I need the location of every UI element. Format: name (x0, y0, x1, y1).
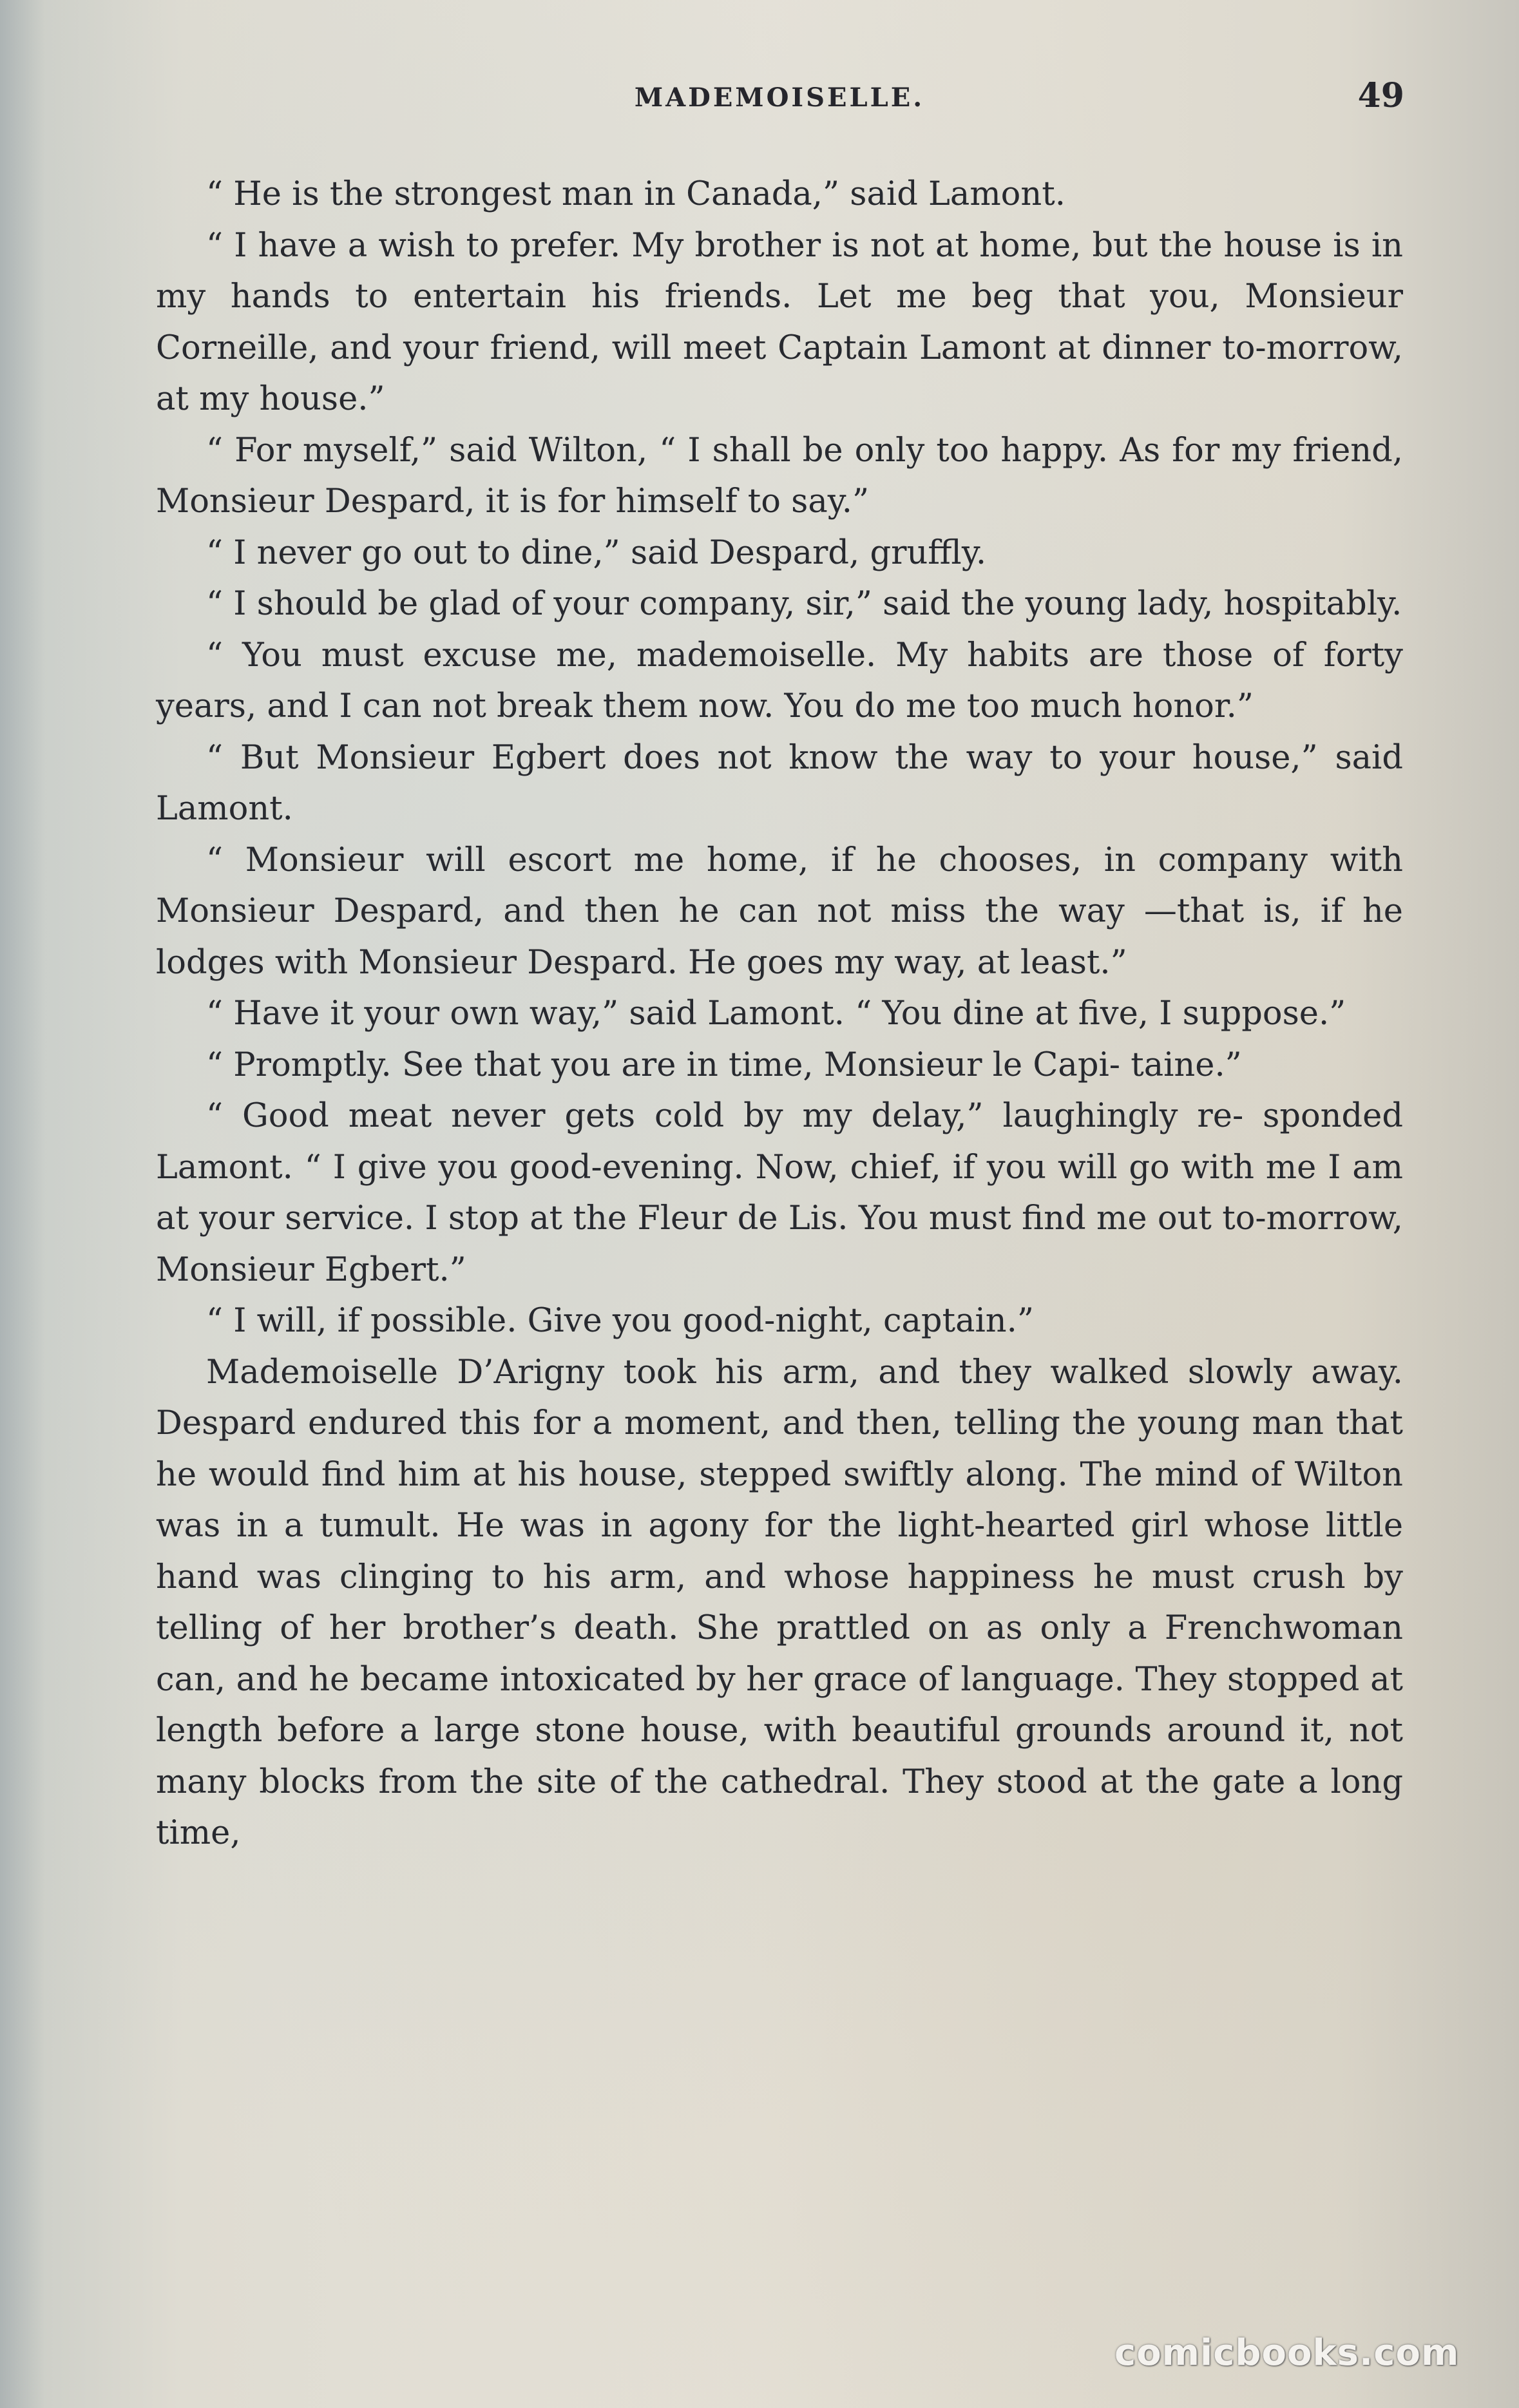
body-text (156, 169, 1403, 1859)
page-header (155, 76, 1404, 128)
paragraph: “ I will, if possible. Give you good-night, captain.” (206, 1302, 1034, 1340)
running-title: MADEMOISELLE. (634, 82, 925, 113)
paragraph: “ I should be glad of your company, sir,” said the young lady, hospitably. (206, 585, 1402, 623)
paragraph: “ But Monsieur Egbert does not know the way to your house,” said Lamont. (156, 738, 1403, 828)
paragraph: “ Promptly. See that you are in time, Monsieur le Capi- taine.” (206, 1046, 1242, 1084)
watermark: comicbooks.com (1114, 2332, 1460, 2374)
paragraph: “ Good meat never gets cold by my delay,” laughingly re- sponded Lamont. “ I give you good-evening. Now, chief, if you will go with me I am at your service. I stop at the Fleur de Lis. You must find me out to-morrow, Monsieur Egbert.” (156, 1097, 1403, 1289)
paragraph: “ For myself,” said Wilton, “ I shall be only too happy. As for my friend, Monsieur Despard, it is for himself to say.” (156, 431, 1403, 521)
paragraph: “ He is the strongest man in Canada,” said Lamont. (206, 175, 1065, 213)
page-edge-shadow (0, 0, 45, 2408)
paragraph: “ I never go out to dine,” said Despard, gruffly. (206, 533, 987, 572)
paragraph: “ Have it your own way,” said Lamont. “ You dine at five, I suppose.” (206, 995, 1346, 1033)
page-number: 49 (1357, 76, 1404, 115)
paragraph: “ Monsieur will escort me home, if he chooses, in company with Monsieur Despard, and then he can not miss the way —that is, if he lodges with Monsieur Despard. He goes my way, at least.” (156, 841, 1403, 982)
paragraph: Mademoiselle D’Arigny took his arm, and they walked slowly away. Despard endured this for a moment, and then, telling the young man that he would find him at his house, stepped swiftly along. The mind of Wilton was in a tumult. He was in agony for the light-hearted girl whose little hand was clinging to his arm, and whose happiness he must crush by telling of her brother’s death. She prattled on as only a Frenchwoman can, and he became intoxicated by her grace of language. They stopped at length before a large stone house, with beautiful grounds around it, not many blocks from the site of the cathedral. They stood at the gate a long time, (156, 1353, 1403, 1852)
paragraph: “ You must excuse me, mademoiselle. My habits are those of forty years, and I can not break them now. You do me too much honor.” (156, 636, 1403, 725)
paragraph: “ I have a wish to prefer. My brother is not at home, but the house is in my hands to entertain his friends. Let me beg that you, Monsieur Corneille, and your friend, will meet Captain Lamont at dinner to-morrow, at my house.” (156, 226, 1403, 418)
